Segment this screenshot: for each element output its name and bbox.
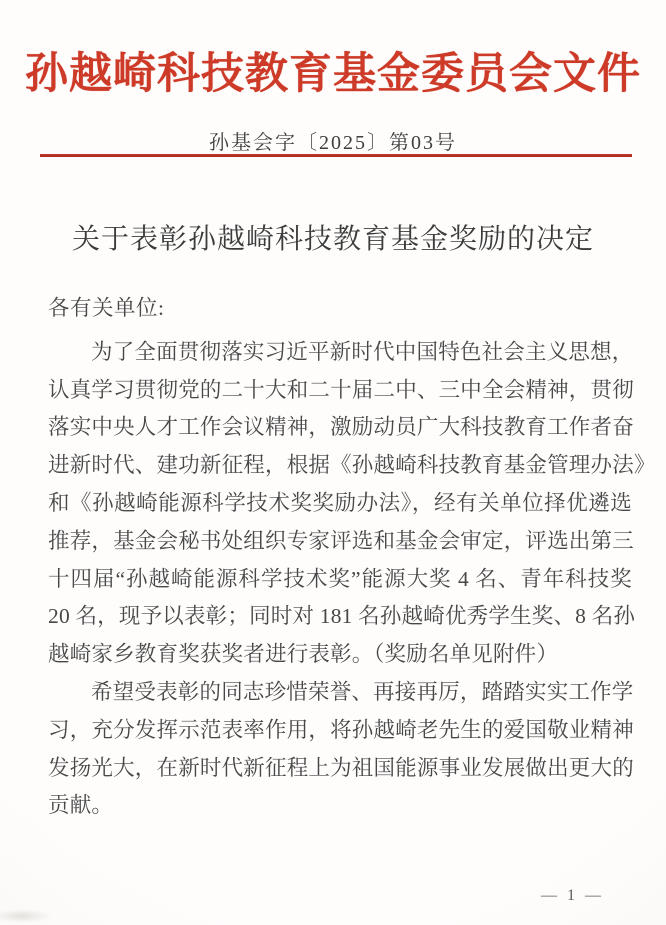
page-number: — 1 — xyxy=(541,887,604,904)
document-title: 关于表彰孙越崎科技教育基金奖励的决定 xyxy=(71,223,594,254)
body-line: 和《孙越崎能源科学技术奖奖励办法》，经有关单位择优遴选 xyxy=(48,490,632,515)
scan-artifact xyxy=(0,909,52,923)
body-line: 习，充分发挥示范表率作用，将孙越崎老先生的爱国敬业精神 xyxy=(48,717,634,742)
body-line: 推荐，基金会秘书处组织专家评选和基金会审定，评选出第三 xyxy=(48,528,634,553)
paragraph-1 xyxy=(48,334,656,674)
body-line: 贡献。 xyxy=(48,793,114,818)
letterhead-divider-rule xyxy=(40,154,632,157)
document-body xyxy=(48,290,656,825)
document-reference-number: 孙基会字〔2025〕第03号 xyxy=(209,132,457,154)
body-line: 十四届“孙越崎能源科学技术奖”能源大奖 4 名、青年科技奖 xyxy=(48,566,632,591)
body-line: 希望受表彰的同志珍惜荣誉、再接再厉，踏踏实实工作学 xyxy=(91,679,634,704)
body-line: 20 名，现予以表彰；同时对 181 名孙越崎优秀学生奖、8 名孙 xyxy=(48,604,636,629)
body-line: 越崎家乡教育奖获奖者进行表彰。（奖励名单见附件） xyxy=(48,642,559,667)
body-line: 认真学习贯彻党的二十大和二十届二中、三中全会精神，贯彻 xyxy=(48,377,634,402)
body-line: 进新时代、建功新征程，根据《孙越崎科技教育基金管理办法》 xyxy=(48,453,656,478)
paragraph-2 xyxy=(48,674,632,825)
body-line: 发扬光大，在新时代新征程上为祖国能源事业发展做出更大的 xyxy=(48,755,634,780)
body-line: 落实中央人才工作会议精神，激励动员广大科技教育工作者奋 xyxy=(48,415,634,440)
salutation: 各有关单位: xyxy=(48,296,165,320)
body-line: 为了全面贯彻落实习近平新时代中国特色社会主义思想， xyxy=(91,339,634,364)
letterhead-org-title: 孙越崎科技教育基金委员会文件 xyxy=(25,50,641,98)
